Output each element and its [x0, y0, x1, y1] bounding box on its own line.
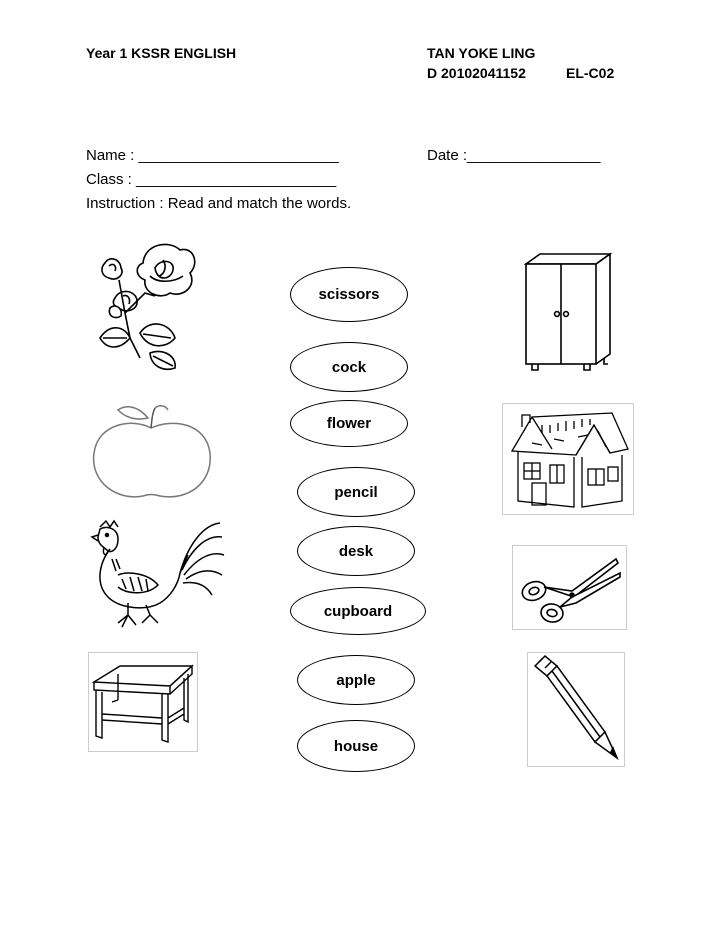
word-oval-desk[interactable]: desk [297, 526, 415, 576]
word-oval-flower[interactable]: flower [290, 400, 408, 447]
word-oval-scissors[interactable]: scissors [290, 267, 408, 322]
word-oval-pencil[interactable]: pencil [297, 467, 415, 517]
pencil-picture[interactable] [527, 652, 625, 767]
word-oval-cock[interactable]: cock [290, 342, 408, 392]
house-picture[interactable] [502, 403, 634, 515]
class-field: Class : ________________________ [86, 171, 337, 188]
word-oval-apple[interactable]: apple [297, 655, 415, 705]
author-name: TAN YOKE LING [427, 45, 536, 61]
student-id: D 20102041152 [427, 65, 526, 81]
word-oval-house[interactable]: house [297, 720, 415, 772]
word-oval-cupboard[interactable]: cupboard [290, 587, 426, 635]
date-field: Date :________________ [427, 147, 601, 164]
rooster-picture[interactable] [88, 515, 228, 630]
apple-picture[interactable] [88, 398, 218, 503]
rose-flower-picture[interactable] [95, 238, 205, 373]
name-field: Name : ________________________ [86, 147, 339, 164]
instruction-text: Instruction : Read and match the words. [86, 195, 352, 212]
course-code: EL-C02 [566, 65, 615, 81]
desk-picture[interactable] [88, 652, 198, 752]
scissors-picture[interactable] [512, 545, 627, 630]
cupboard-picture[interactable] [518, 250, 618, 375]
worksheet-title: Year 1 KSSR ENGLISH [86, 45, 237, 61]
